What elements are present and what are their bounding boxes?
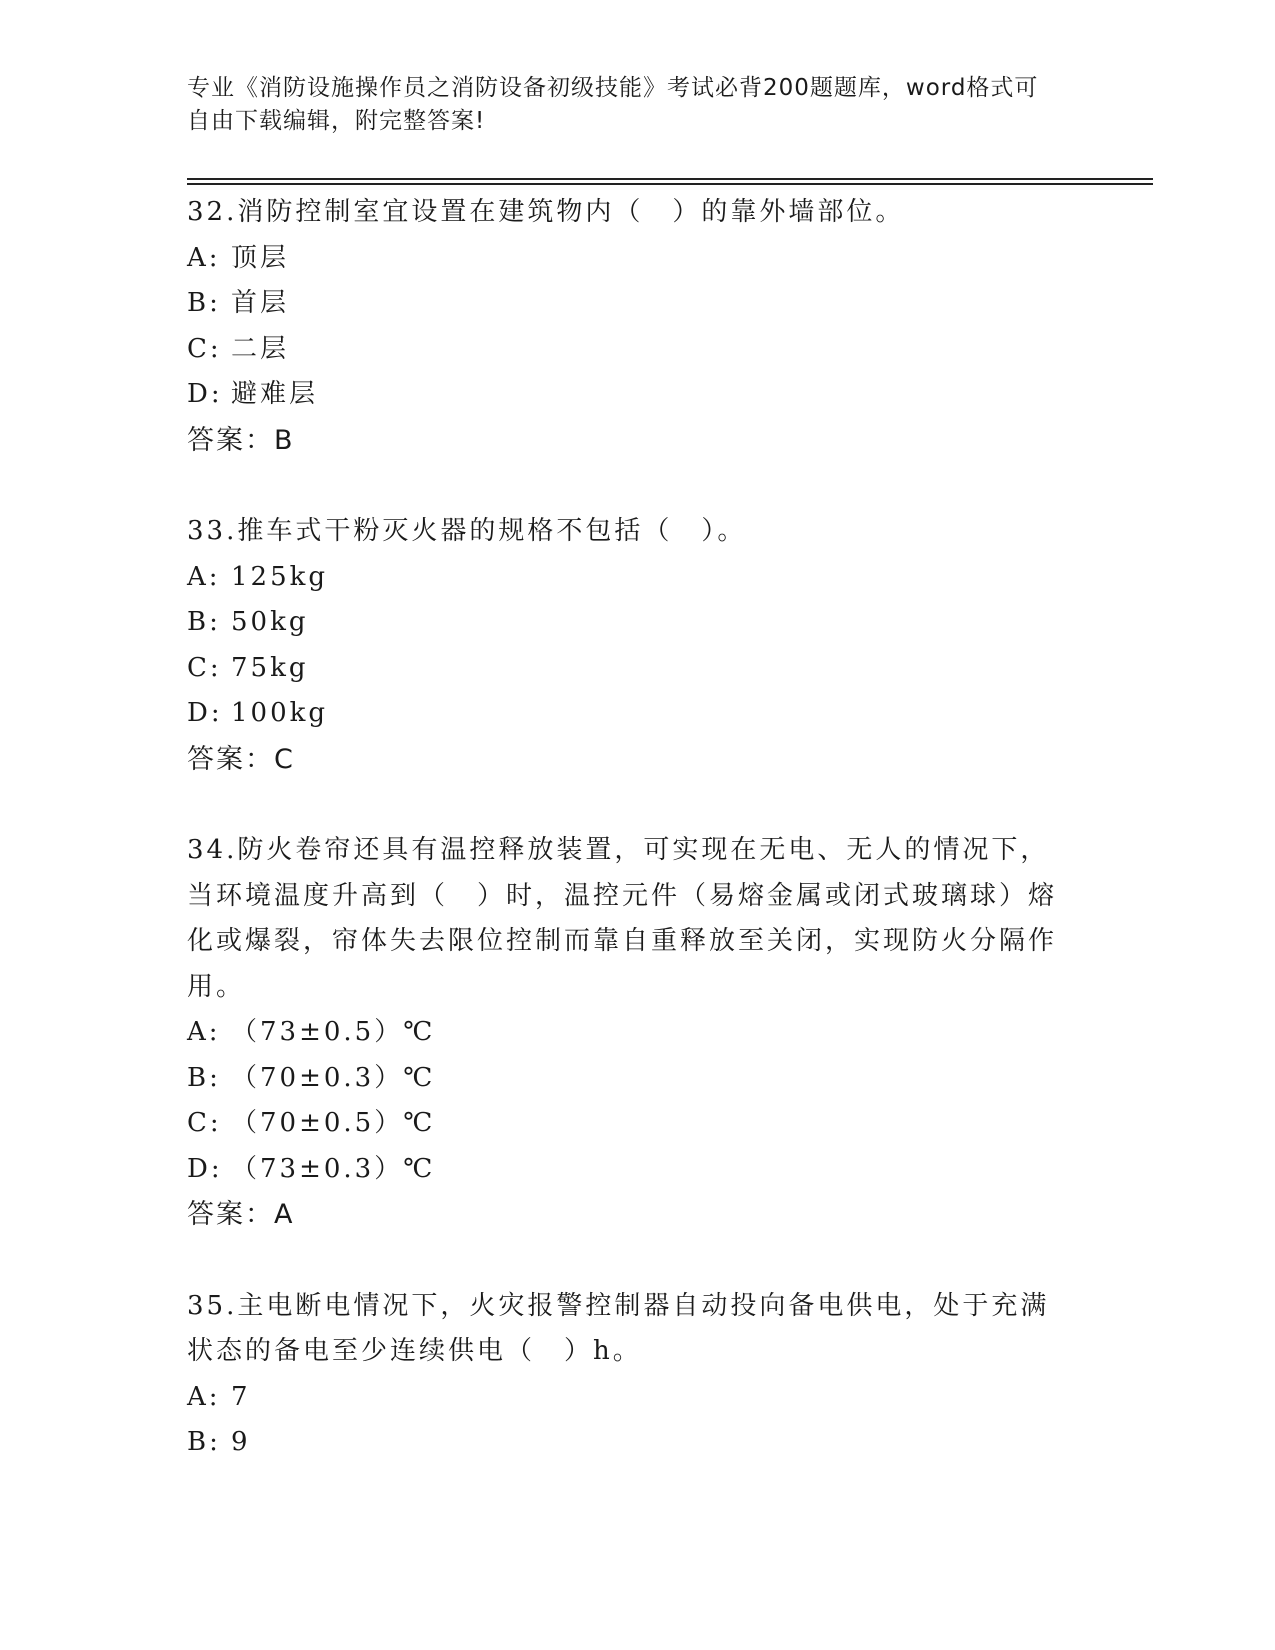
answer-label: 答案： <box>187 743 274 775</box>
question-text: 32.消防控制室宜设置在建筑物内（ ）的靠外墙部位。 <box>187 197 905 227</box>
option-text: （73±0.3）℃ <box>231 1153 436 1184</box>
answer-value: B <box>274 424 293 456</box>
question-text: 35.主电断电情况下，火灾报警控制器自动投向备电供电，处于充满状态的备电至少连续供电（ ）h。 <box>187 1290 1050 1366</box>
option-text: 顶层 <box>231 242 290 273</box>
answer-line <box>187 1192 1087 1238</box>
header-line-1: 专业《消防设施操作员之消防设备初级技能》考试必背200题题库，word格式可 <box>187 75 1039 101</box>
header-line-2: 自由下载编辑，附完整答案! <box>187 108 486 134</box>
option-d <box>187 1147 1087 1193</box>
option-d <box>187 372 1087 418</box>
option-b <box>187 600 1087 646</box>
question-32 <box>187 190 1087 463</box>
option-key: B: <box>187 607 221 637</box>
option-text: （70±0.3）℃ <box>231 1062 436 1093</box>
option-text: （73±0.5）℃ <box>231 1017 436 1047</box>
question-34 <box>187 828 1087 1238</box>
option-key: B: <box>187 1427 221 1457</box>
option-c <box>187 327 1087 373</box>
option-text: 首层 <box>231 288 290 318</box>
answer-value: A <box>274 1199 293 1230</box>
question-33 <box>187 509 1087 782</box>
answer-label: 答案： <box>187 424 274 456</box>
option-key: A: <box>187 1017 221 1047</box>
option-key: D: <box>187 1153 223 1184</box>
option-a <box>187 1010 1087 1056</box>
option-text: 75kg <box>231 652 309 683</box>
option-text: 125kg <box>231 561 329 592</box>
option-key: A: <box>187 242 221 273</box>
option-text: 二层 <box>231 333 290 364</box>
option-key: D: <box>187 379 223 409</box>
option-key: A: <box>187 561 221 592</box>
question-text: 34.防火卷帘还具有温控释放装置，可实现在无电、无人的情况下，当环境温度升高到（ ）时，温控元件（易熔金属或闭式玻璃球）熔化或爆裂，帘体失去限位控制而靠自重释放至关闭，实现防火分隔作用。 <box>187 835 1058 1002</box>
question-35 <box>187 1284 1087 1466</box>
answer-value: C <box>274 743 293 775</box>
option-text: 50kg <box>231 607 309 637</box>
option-a <box>187 1375 1087 1421</box>
answer-line <box>187 418 1087 464</box>
option-key: C: <box>187 333 222 364</box>
question-list <box>187 190 1087 1512</box>
header-divider-top <box>187 178 1153 180</box>
option-key: A: <box>187 1381 221 1412</box>
answer-label: 答案： <box>187 1199 274 1230</box>
option-text: （70±0.5）℃ <box>231 1108 436 1138</box>
option-text: 100kg <box>231 698 329 728</box>
option-key: B: <box>187 288 221 318</box>
option-key: D: <box>187 698 223 728</box>
question-text: 33.推车式干粉灭火器的规格不包括（ ）。 <box>187 516 747 546</box>
option-d <box>187 691 1087 737</box>
option-key: C: <box>187 652 222 683</box>
document-header <box>187 72 1067 138</box>
option-c <box>187 1101 1087 1147</box>
answer-line <box>187 737 1087 783</box>
header-divider-bottom <box>187 183 1153 185</box>
option-b <box>187 1420 1087 1466</box>
option-text: 避难层 <box>231 379 319 409</box>
option-b <box>187 281 1087 327</box>
option-b <box>187 1056 1087 1102</box>
option-a <box>187 236 1087 282</box>
option-c <box>187 646 1087 692</box>
option-key: C: <box>187 1108 222 1138</box>
option-text: 9 <box>231 1427 251 1457</box>
option-text: 7 <box>231 1381 251 1412</box>
option-a <box>187 555 1087 601</box>
option-key: B: <box>187 1062 221 1093</box>
